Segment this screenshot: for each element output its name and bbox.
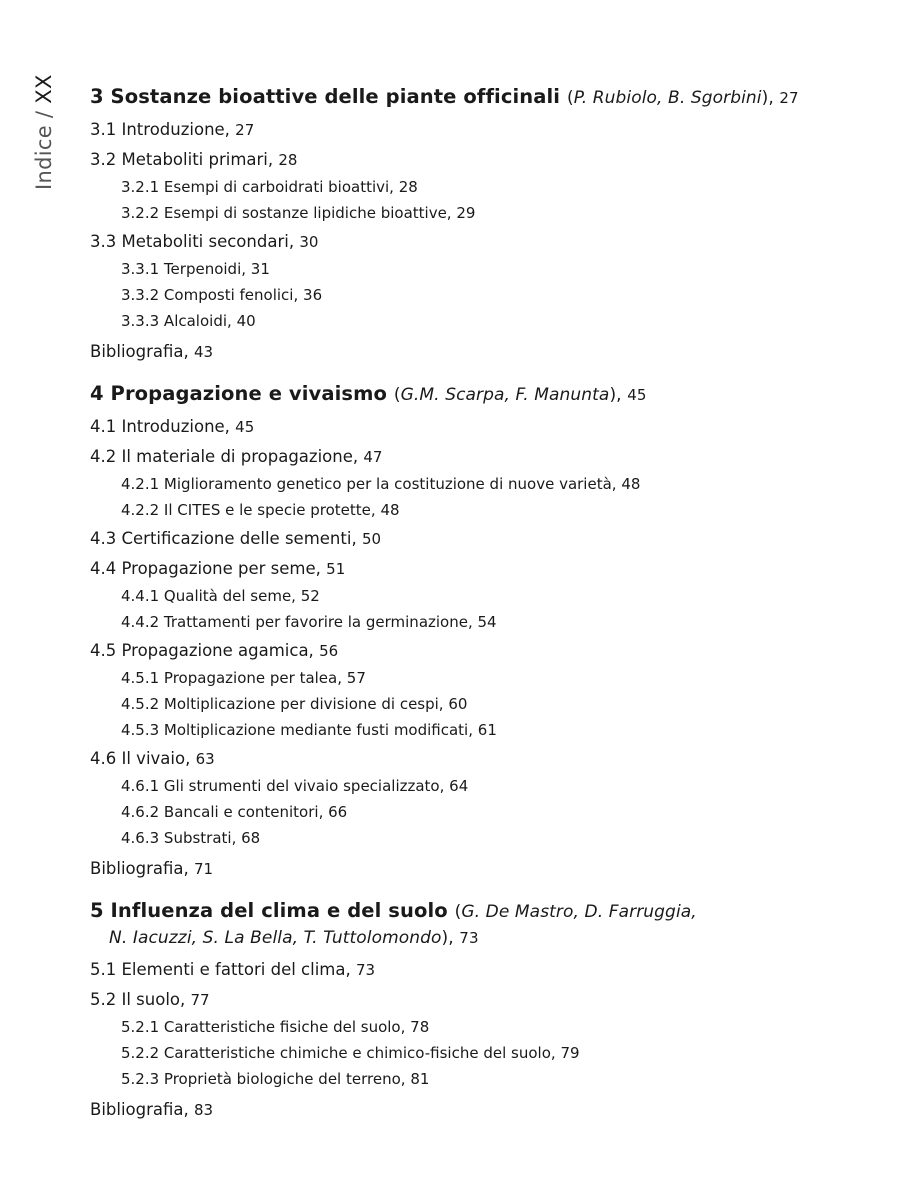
section-entry bbox=[90, 416, 850, 438]
section-page: 47 bbox=[363, 448, 383, 466]
section-title: 4.5 Propagazione agamica, bbox=[90, 641, 314, 660]
bibliography-label: Bibliografia, bbox=[90, 1100, 189, 1119]
chapter-title: 4 Propagazione e vivaismo bbox=[90, 382, 388, 405]
section-title: 3.2 Metaboliti primari, bbox=[90, 150, 274, 169]
section-title: 3.1 Introduzione, bbox=[90, 120, 230, 139]
section-entry bbox=[90, 528, 850, 550]
section-page: 50 bbox=[361, 530, 382, 548]
bibliography-page: 71 bbox=[194, 860, 214, 878]
subsection-entry bbox=[90, 285, 850, 305]
section-title: 5.2 Il suolo, bbox=[90, 990, 186, 1009]
section-title: 4.3 Certificazione delle sementi, bbox=[90, 529, 357, 548]
section-entry bbox=[90, 989, 850, 1011]
section-title: 4.1 Introduzione, bbox=[90, 417, 230, 436]
subsection-entry bbox=[90, 474, 850, 494]
subsection-page: 52 bbox=[300, 587, 320, 605]
subsection-entry bbox=[90, 311, 850, 331]
chapter-title: 5 Influenza del clima e del suolo bbox=[90, 899, 448, 922]
section-entry bbox=[90, 119, 850, 141]
chapter-authors: (P. Rubiolo, B. Sgorbini), bbox=[566, 88, 780, 108]
chapter-page: 45 bbox=[627, 386, 647, 404]
section-page: 63 bbox=[195, 750, 215, 768]
subsection-entry bbox=[90, 1043, 850, 1063]
section-title: 4.4 Propagazione per seme, bbox=[90, 559, 321, 578]
section-page: 73 bbox=[355, 961, 376, 979]
section-entry bbox=[90, 959, 850, 981]
subsection-title: 4.6.2 Bancali e contenitori, bbox=[121, 803, 324, 821]
subsection-title: 3.3.2 Composti fenolici, bbox=[121, 286, 299, 304]
subsection-title: 4.5.2 Moltiplicazione per divisione di cespi, bbox=[121, 695, 444, 713]
subsection-page: 78 bbox=[410, 1018, 430, 1036]
subsection-page: 48 bbox=[380, 501, 400, 519]
running-header bbox=[32, 74, 56, 190]
subsection-title: 4.5.3 Moltiplicazione mediante fusti modificati, bbox=[121, 721, 473, 739]
bibliography-page: 83 bbox=[194, 1101, 214, 1119]
section-entry bbox=[90, 149, 850, 171]
section-entry bbox=[90, 231, 850, 253]
subsection-title: 5.2.1 Caratteristiche fisiche del suolo, bbox=[121, 1018, 406, 1036]
subsection-title: 5.2.3 Proprietà biologiche del terreno, bbox=[121, 1070, 406, 1088]
page-number: XX bbox=[32, 74, 56, 104]
section-entry bbox=[90, 446, 850, 468]
subsection-page: 66 bbox=[328, 803, 348, 821]
subsection-entry bbox=[90, 668, 850, 688]
chapter-heading bbox=[90, 898, 850, 951]
subsection-page: 60 bbox=[448, 695, 468, 713]
section-entry bbox=[90, 558, 850, 580]
chapter-authors: (G.M. Scarpa, F. Manunta), bbox=[393, 385, 628, 405]
subsection-entry bbox=[90, 586, 850, 606]
subsection-page: 57 bbox=[346, 669, 366, 687]
subsection-title: 4.2.1 Miglioramento genetico per la costituzione di nuove varietà, bbox=[121, 475, 617, 493]
chapter-authors-line: G. De Mastro, D. Farruggia, bbox=[461, 902, 697, 922]
section-page: 28 bbox=[278, 151, 298, 169]
subsection-title: 4.4.1 Qualità del seme, bbox=[121, 587, 296, 605]
chapter-title: 3 Sostanze bioattive delle piante officinali bbox=[90, 85, 561, 108]
chapter-heading bbox=[90, 84, 850, 111]
section-page: 56 bbox=[319, 642, 339, 660]
subsection-page: 28 bbox=[398, 178, 418, 196]
table-of-contents bbox=[90, 84, 850, 1121]
subsection-entry bbox=[90, 259, 850, 279]
subsection-page: 68 bbox=[241, 829, 261, 847]
subsection-title: 3.3.1 Terpenoidi, bbox=[121, 260, 247, 278]
section-page: 45 bbox=[235, 418, 255, 436]
subsection-entry bbox=[90, 720, 850, 740]
running-header-section: Indice / bbox=[32, 103, 56, 190]
subsection-entry bbox=[90, 612, 850, 632]
section-page: 30 bbox=[299, 233, 319, 251]
subsection-page: 29 bbox=[456, 204, 476, 222]
bibliography-entry bbox=[90, 858, 850, 880]
chapter-page: 27 bbox=[779, 89, 799, 107]
section-title: 4.2 Il materiale di propagazione, bbox=[90, 447, 359, 466]
section-entry bbox=[90, 748, 850, 770]
subsection-title: 4.6.3 Substrati, bbox=[121, 829, 237, 847]
subsection-title: 4.4.2 Trattamenti per favorire la germinazione, bbox=[121, 613, 473, 631]
subsection-entry bbox=[90, 203, 850, 223]
chapter-authors-line: G.M. Scarpa, F. Manunta bbox=[400, 385, 610, 405]
chapter-authors-continuation: N. Iacuzzi, S. La Bella, T. Tuttolomondo), 73 bbox=[109, 928, 479, 948]
section-page: 51 bbox=[326, 560, 346, 578]
subsection-title: 4.6.1 Gli strumenti del vivaio specializzato, bbox=[121, 777, 445, 795]
bibliography-entry bbox=[90, 1099, 850, 1121]
subsection-page: 79 bbox=[560, 1044, 580, 1062]
bibliography-page: 43 bbox=[194, 343, 214, 361]
subsection-entry bbox=[90, 694, 850, 714]
subsection-page: 54 bbox=[477, 613, 497, 631]
subsection-entry bbox=[90, 500, 850, 520]
subsection-title: 3.2.2 Esempi di sostanze lipidiche bioattive, bbox=[121, 204, 452, 222]
subsection-entry bbox=[90, 802, 850, 822]
subsection-page: 36 bbox=[303, 286, 323, 304]
bibliography-label: Bibliografia, bbox=[90, 859, 189, 878]
bibliography-label: Bibliografia, bbox=[90, 342, 189, 361]
chapter-authors-line: N. Iacuzzi, S. La Bella, T. Tuttolomondo bbox=[109, 928, 442, 948]
section-entry bbox=[90, 640, 850, 662]
chapter-page: 73 bbox=[459, 929, 479, 947]
subsection-title: 3.2.1 Esempi di carboidrati bioattivi, bbox=[121, 178, 394, 196]
subsection-entry bbox=[90, 1017, 850, 1037]
chapter-heading bbox=[90, 381, 850, 408]
subsection-title: 5.2.2 Caratteristiche chimiche e chimico-fisiche del suolo, bbox=[121, 1044, 556, 1062]
subsection-title: 4.2.2 Il CITES e le specie protette, bbox=[121, 501, 376, 519]
section-title: 3.3 Metaboliti secondari, bbox=[90, 232, 295, 251]
subsection-entry bbox=[90, 177, 850, 197]
subsection-page: 48 bbox=[621, 475, 641, 493]
chapter-authors-line: P. Rubiolo, B. Sgorbini bbox=[573, 88, 762, 108]
subsection-entry bbox=[90, 776, 850, 796]
subsection-page: 64 bbox=[449, 777, 469, 795]
section-title: 5.1 Elementi e fattori del clima, bbox=[90, 960, 351, 979]
section-title: 4.6 Il vivaio, bbox=[90, 749, 191, 768]
subsection-page: 31 bbox=[250, 260, 270, 278]
subsection-title: 3.3.3 Alcaloidi, bbox=[121, 312, 232, 330]
section-page: 77 bbox=[190, 991, 210, 1009]
subsection-page: 40 bbox=[236, 312, 256, 330]
section-page: 27 bbox=[235, 121, 255, 139]
chapter-authors: (G. De Mastro, D. Farruggia, N. Iacuzzi, S. La Bella, T. Tuttolomondo), 73 bbox=[90, 902, 850, 951]
bibliography-entry bbox=[90, 341, 850, 363]
subsection-entry bbox=[90, 828, 850, 848]
subsection-title: 4.5.1 Propagazione per talea, bbox=[121, 669, 342, 687]
subsection-entry bbox=[90, 1069, 850, 1089]
subsection-page: 81 bbox=[410, 1070, 430, 1088]
subsection-page: 61 bbox=[477, 721, 497, 739]
